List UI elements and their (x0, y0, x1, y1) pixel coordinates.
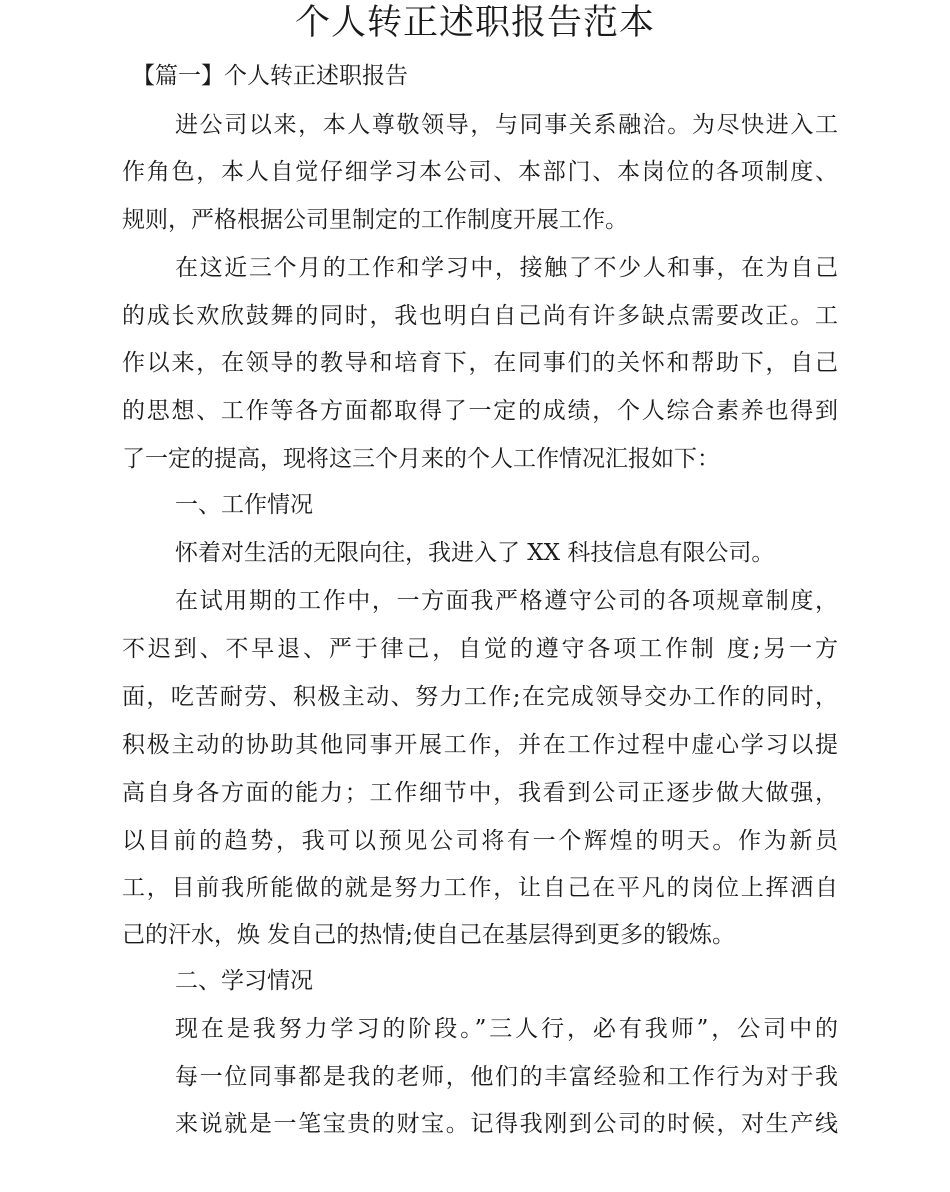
paragraph-line: 作角色，本人自觉仔细学习本公司、本部门、本岗位的各项制度、 (122, 159, 838, 185)
paragraph-line: 了一定的提高，现将这三个月来的个人工作情况汇报如下： (122, 446, 720, 472)
paragraph-line: 怀着对生活的无限向往，我进入了 XX 科技信息有限公司。 (175, 540, 775, 566)
paragraph-line: 进公司以来，本人尊敬领导，与同事关系融洽。为尽快进入工 (175, 112, 838, 138)
paragraph-line: 在这近三个月的工作和学习中，接触了不少人和事，在为自己 (175, 255, 838, 281)
paragraph-line: 的思想、工作等各方面都取得了一定的成绩，个人综合素养也得到 (122, 398, 838, 424)
paragraph-line: 己的汗水，焕 发自己的热情;使自己在基层得到更多的锻炼。 (122, 922, 736, 948)
paragraph-line: 在试用期的工作中，一方面我严格遵守公司的各项规章制度， (175, 588, 838, 614)
paragraph-line: 规则，严格根据公司里制定的工作制度开展工作。 (122, 207, 628, 233)
paragraph-line: 不迟到、不早退、严于律己，自觉的遵守各项工作制 度;另一方 (122, 636, 838, 662)
paragraph-line: 作以来，在领导的教导和培育下，在同事们的关怀和帮助下，自己 (122, 350, 838, 376)
paragraph-line: 现在是我努力学习的阶段。”三人行，必有我师”，公司中的 (175, 1016, 838, 1042)
paragraph-line: 积极主动的协助其他同事开展工作，并在工作过程中虚心学习以提 (122, 732, 838, 758)
document-title: 个人转正述职报告范本 (294, 3, 655, 43)
paragraph-line: 每一位同事都是我的老师，他们的丰富经验和工作行为对于我 (175, 1064, 838, 1090)
paragraph-line: 的成长欢欣鼓舞的同时，我也明白自己尚有许多缺点需要改正。工 (122, 303, 838, 329)
paragraph-line: 来说就是一笔宝贵的财宝。记得我刚到公司的时候，对生产线 (175, 1111, 838, 1137)
section-heading: 【篇一】个人转正述职报告 (132, 63, 408, 89)
section-title-study: 二、学习情况 (175, 968, 313, 994)
paragraph-line: 面，吃苦耐劳、积极主动、努力工作;在完成领导交办工作的同时， (122, 684, 838, 710)
section-title-work: 一、工作情况 (175, 492, 313, 518)
paragraph-line: 以目前的趋势，我可以预见公司将有一个辉煌的明天。作为新员 (122, 828, 838, 854)
paragraph-line: 高自身各方面的能力；工作细节中，我看到公司正逐步做大做强， (122, 780, 838, 806)
paragraph-line: 工，目前我所能做的就是努力工作，让自己在平凡的岗位上挥洒自 (122, 875, 838, 901)
